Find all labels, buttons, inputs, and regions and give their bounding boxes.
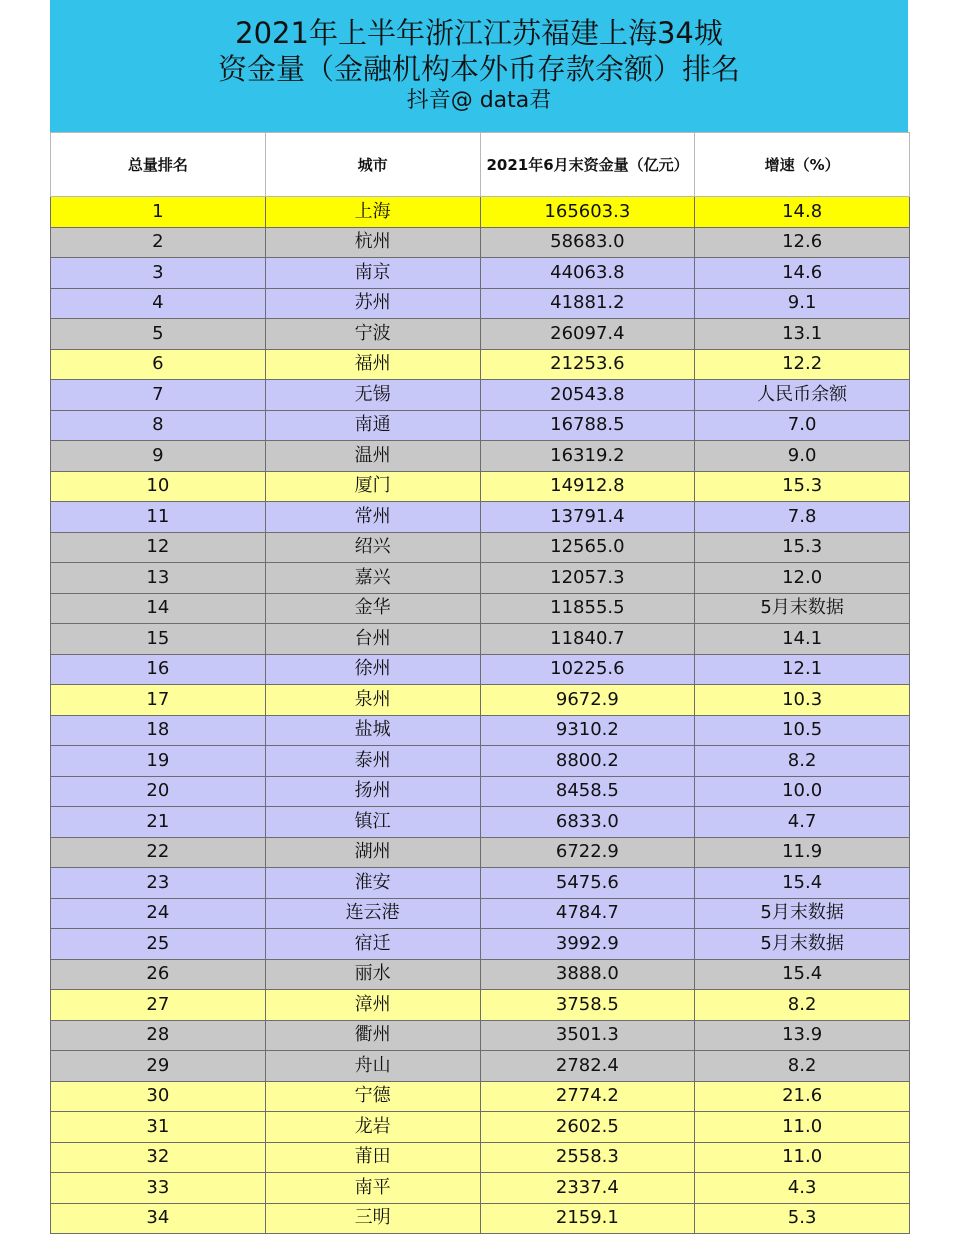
cell-rank: 6: [51, 349, 266, 380]
cell-growth: 5月末数据: [695, 593, 910, 624]
cell-amount: 2558.3: [480, 1142, 695, 1173]
table-row: [51, 1173, 910, 1204]
cell-rank: 31: [51, 1112, 266, 1143]
cell-amount: 165603.3: [480, 197, 695, 228]
table-row: [51, 471, 910, 502]
table-row: [51, 441, 910, 472]
cell-city: 绍兴: [265, 532, 480, 563]
cell-rank: 10: [51, 471, 266, 502]
cell-amount: 2159.1: [480, 1203, 695, 1234]
cell-amount: 12565.0: [480, 532, 695, 563]
table-row: [51, 227, 910, 258]
cell-rank: 29: [51, 1051, 266, 1082]
cell-city: 杭州: [265, 227, 480, 258]
table-row: [51, 349, 910, 380]
cell-city: 龙岩: [265, 1112, 480, 1143]
table-row: [51, 288, 910, 319]
cell-rank: 13: [51, 563, 266, 594]
cell-rank: 17: [51, 685, 266, 716]
cell-city: 厦门: [265, 471, 480, 502]
page-title: 2021年上半年浙江江苏福建上海34城: [235, 16, 723, 50]
cell-city: 南平: [265, 1173, 480, 1204]
cell-amount: 2782.4: [480, 1051, 695, 1082]
cell-growth: 14.1: [695, 624, 910, 655]
cell-amount: 44063.8: [480, 258, 695, 289]
cell-amount: 21253.6: [480, 349, 695, 380]
cell-amount: 11840.7: [480, 624, 695, 655]
cell-rank: 32: [51, 1142, 266, 1173]
cell-amount: 20543.8: [480, 380, 695, 411]
cell-rank: 1: [51, 197, 266, 228]
cell-rank: 11: [51, 502, 266, 533]
cell-amount: 2602.5: [480, 1112, 695, 1143]
cell-rank: 33: [51, 1173, 266, 1204]
cell-growth: 11.0: [695, 1112, 910, 1143]
cell-rank: 18: [51, 715, 266, 746]
table-row: [51, 715, 910, 746]
cell-amount: 3758.5: [480, 990, 695, 1021]
cell-amount: 6722.9: [480, 837, 695, 868]
table-row: [51, 319, 910, 350]
cell-rank: 24: [51, 898, 266, 929]
cell-amount: 41881.2: [480, 288, 695, 319]
cell-growth: 9.1: [695, 288, 910, 319]
cell-amount: 11855.5: [480, 593, 695, 624]
table-row: [51, 1081, 910, 1112]
cell-rank: 5: [51, 319, 266, 350]
title-banner: [50, 0, 908, 132]
cell-amount: 8458.5: [480, 776, 695, 807]
cell-city: 宁德: [265, 1081, 480, 1112]
cell-amount: 3992.9: [480, 929, 695, 960]
cell-growth: 12.1: [695, 654, 910, 685]
cell-city: 常州: [265, 502, 480, 533]
cell-rank: 7: [51, 380, 266, 411]
cell-growth: 10.5: [695, 715, 910, 746]
column-header-city: 城市: [265, 133, 480, 197]
cell-city: 台州: [265, 624, 480, 655]
cell-growth: 15.4: [695, 868, 910, 899]
cell-growth: 15.3: [695, 471, 910, 502]
cell-growth: 8.2: [695, 990, 910, 1021]
cell-rank: 2: [51, 227, 266, 258]
cell-growth: 14.8: [695, 197, 910, 228]
cell-growth: 13.1: [695, 319, 910, 350]
cell-rank: 16: [51, 654, 266, 685]
cell-amount: 9310.2: [480, 715, 695, 746]
cell-city: 泰州: [265, 746, 480, 777]
cell-city: 无锡: [265, 380, 480, 411]
cell-amount: 8800.2: [480, 746, 695, 777]
cell-amount: 58683.0: [480, 227, 695, 258]
cell-city: 金华: [265, 593, 480, 624]
cell-growth: 10.0: [695, 776, 910, 807]
cell-rank: 14: [51, 593, 266, 624]
cell-growth: 10.3: [695, 685, 910, 716]
cell-city: 三明: [265, 1203, 480, 1234]
cell-amount: 26097.4: [480, 319, 695, 350]
cell-rank: 28: [51, 1020, 266, 1051]
table-row: [51, 593, 910, 624]
cell-amount: 3501.3: [480, 1020, 695, 1051]
cell-growth: 15.4: [695, 959, 910, 990]
table-row: [51, 563, 910, 594]
table-row: [51, 898, 910, 929]
cell-city: 宁波: [265, 319, 480, 350]
cell-amount: 6833.0: [480, 807, 695, 838]
cell-growth: 15.3: [695, 532, 910, 563]
cell-rank: 27: [51, 990, 266, 1021]
column-header-amount: 2021年6月末资金量（亿元）: [480, 133, 695, 197]
cell-city: 温州: [265, 441, 480, 472]
author-credit: 抖音@ data君: [406, 88, 552, 113]
cell-amount: 5475.6: [480, 868, 695, 899]
table-row: [51, 776, 910, 807]
cell-amount: 16319.2: [480, 441, 695, 472]
cell-amount: 2774.2: [480, 1081, 695, 1112]
cell-amount: 4784.7: [480, 898, 695, 929]
cell-rank: 12: [51, 532, 266, 563]
cell-rank: 4: [51, 288, 266, 319]
cell-city: 丽水: [265, 959, 480, 990]
cell-amount: 9672.9: [480, 685, 695, 716]
page-subtitle: 资金量（金融机构本外币存款余额）排名: [217, 52, 740, 86]
cell-city: 南通: [265, 410, 480, 441]
cell-city: 盐城: [265, 715, 480, 746]
cell-rank: 34: [51, 1203, 266, 1234]
table-row: [51, 1020, 910, 1051]
cell-growth: 5月末数据: [695, 898, 910, 929]
table-row: [51, 502, 910, 533]
cell-city: 嘉兴: [265, 563, 480, 594]
cell-rank: 15: [51, 624, 266, 655]
cell-growth: 8.2: [695, 1051, 910, 1082]
table-row: [51, 685, 910, 716]
cell-city: 莆田: [265, 1142, 480, 1173]
table-row: [51, 410, 910, 441]
table-row: [51, 959, 910, 990]
table-row: [51, 624, 910, 655]
cell-amount: 12057.3: [480, 563, 695, 594]
cell-growth: 12.6: [695, 227, 910, 258]
table-row: [51, 258, 910, 289]
cell-growth: 21.6: [695, 1081, 910, 1112]
cell-amount: 16788.5: [480, 410, 695, 441]
cell-amount: 14912.8: [480, 471, 695, 502]
cell-growth: 7.8: [695, 502, 910, 533]
cell-rank: 21: [51, 807, 266, 838]
cell-city: 镇江: [265, 807, 480, 838]
cell-rank: 22: [51, 837, 266, 868]
cell-city: 上海: [265, 197, 480, 228]
table-row: [51, 807, 910, 838]
cell-growth: 12.0: [695, 563, 910, 594]
table-row: [51, 746, 910, 777]
table-row: [51, 197, 910, 228]
table-row: [51, 654, 910, 685]
cell-city: 苏州: [265, 288, 480, 319]
table-row: [51, 837, 910, 868]
cell-city: 泉州: [265, 685, 480, 716]
table-row: [51, 1142, 910, 1173]
cell-city: 衢州: [265, 1020, 480, 1051]
cell-growth: 13.9: [695, 1020, 910, 1051]
table-header-row: [51, 133, 910, 197]
cell-rank: 26: [51, 959, 266, 990]
cell-amount: 10225.6: [480, 654, 695, 685]
column-header-growth: 增速（%）: [695, 133, 910, 197]
cell-rank: 19: [51, 746, 266, 777]
cell-growth: 4.7: [695, 807, 910, 838]
cell-city: 徐州: [265, 654, 480, 685]
cell-growth: 12.2: [695, 349, 910, 380]
cell-growth: 11.9: [695, 837, 910, 868]
table-body: [51, 197, 910, 1234]
cell-amount: 2337.4: [480, 1173, 695, 1204]
cell-city: 宿迁: [265, 929, 480, 960]
cell-amount: 13791.4: [480, 502, 695, 533]
cell-city: 湖州: [265, 837, 480, 868]
cell-city: 连云港: [265, 898, 480, 929]
cell-rank: 3: [51, 258, 266, 289]
cell-growth: 11.0: [695, 1142, 910, 1173]
cell-city: 福州: [265, 349, 480, 380]
cell-rank: 8: [51, 410, 266, 441]
cell-growth: 7.0: [695, 410, 910, 441]
table-row: [51, 1112, 910, 1143]
cell-rank: 9: [51, 441, 266, 472]
table-row: [51, 868, 910, 899]
table-row: [51, 532, 910, 563]
cell-growth: 5.3: [695, 1203, 910, 1234]
table-row: [51, 1051, 910, 1082]
cell-city: 淮安: [265, 868, 480, 899]
cell-city: 舟山: [265, 1051, 480, 1082]
cell-city: 漳州: [265, 990, 480, 1021]
cell-growth: 14.6: [695, 258, 910, 289]
column-header-rank: 总量排名: [51, 133, 266, 197]
cell-rank: 23: [51, 868, 266, 899]
cell-city: 扬州: [265, 776, 480, 807]
cell-growth: 4.3: [695, 1173, 910, 1204]
cell-rank: 20: [51, 776, 266, 807]
cell-growth: 5月末数据: [695, 929, 910, 960]
cell-growth: 8.2: [695, 746, 910, 777]
cell-rank: 30: [51, 1081, 266, 1112]
table-row: [51, 990, 910, 1021]
cell-amount: 3888.0: [480, 959, 695, 990]
table-row: [51, 929, 910, 960]
cell-rank: 25: [51, 929, 266, 960]
cell-growth: 9.0: [695, 441, 910, 472]
table-row: [51, 380, 910, 411]
ranking-table: [50, 132, 910, 1234]
cell-city: 南京: [265, 258, 480, 289]
cell-growth: 人民币余额: [695, 380, 910, 411]
